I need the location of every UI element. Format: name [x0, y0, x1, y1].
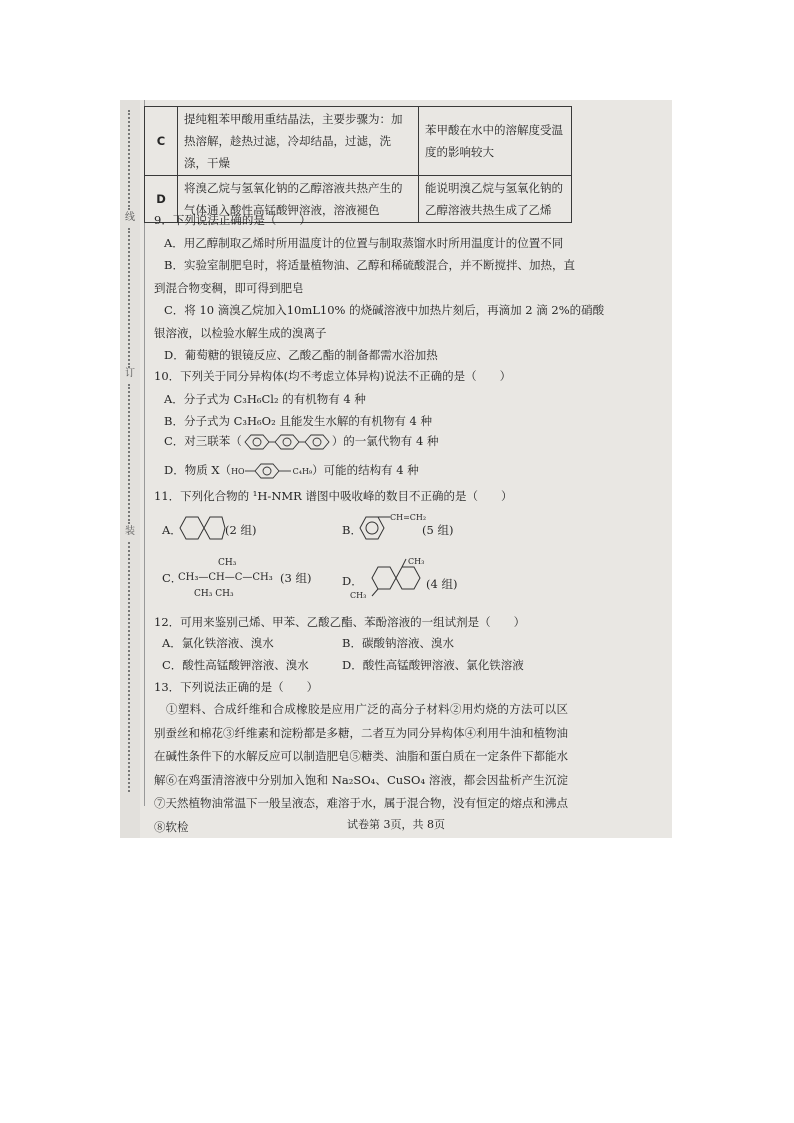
q9-option-b-cont: 到混合物变稠，即可得到肥皂	[154, 281, 304, 295]
q11-stem: 11．下列化合物的 ¹H-NMR 谱图中吸收峰的数目不正确的是（ ）	[154, 489, 513, 503]
q11-c-top-methyl: CH₃	[218, 558, 237, 568]
q10-option-c	[164, 433, 438, 451]
q10-option-d	[164, 462, 419, 480]
q10-option-a: A．分子式为 C₃H₆Cl₂ 的有机物有 4 种	[164, 392, 366, 406]
page-footer: 试卷第 3页，共 8页	[347, 818, 445, 831]
q12-option-a: A．氯化铁溶液、溴水	[162, 636, 274, 650]
q10-c-suffix: ）的一氯代物有 4 种	[331, 434, 439, 448]
binding-margin	[120, 100, 140, 838]
options-table	[144, 106, 572, 223]
q11-d-groups: (4 组)	[426, 577, 458, 591]
q9-stem: 9．下列说法正确的是（ ）	[154, 213, 311, 227]
exam-photo	[120, 100, 672, 838]
dotted-line	[128, 542, 133, 792]
margin-char: 订	[125, 368, 135, 379]
margin-char: 装	[125, 526, 135, 537]
q9-option-d: D．葡萄糖的银镜反应、乙酸乙酯的制备都需水浴加热	[164, 348, 438, 362]
q11-c-groups: (3 组)	[280, 571, 312, 585]
q11-c-label: C．	[162, 571, 183, 585]
q9-option-c-cont: 银溶液，以检验水解生成的溴离子	[154, 326, 327, 340]
q11-a-label: A．	[162, 523, 182, 537]
row-operation: 提纯粗苯甲酸用重结晶法，主要步骤为：加热溶解，趁热过滤，冷却结晶，过滤，洗涤，干燥	[178, 107, 419, 176]
q11-c-formula: CH₃—CH—C—CH₃	[178, 572, 273, 583]
margin-char: 线	[125, 212, 135, 223]
butyl-group: C₄H₉	[292, 467, 313, 476]
q12-option-d: D．酸性高锰酸钾溶液、氯化铁溶液	[342, 658, 524, 672]
q11-b-vinyl: CH=CH₂	[390, 513, 427, 522]
q9-option-a: A．用乙醇制取乙烯时所用温度计的位置与制取蒸馏水时所用温度计的位置不同	[164, 236, 564, 250]
q11-a-groups: (2 组)	[225, 523, 257, 537]
dotted-line	[128, 384, 133, 524]
dotted-line	[128, 110, 133, 210]
decalin-structure	[178, 513, 226, 543]
hydroxyl-group: HO	[231, 467, 245, 476]
q10-c-prefix: C．对三联苯（	[164, 434, 242, 448]
q11-c-bottom-methyls: CH₃ CH₃	[194, 589, 234, 599]
row-conclusion: 苯甲酸在水中的溶解度受温度的影响较大	[419, 107, 572, 176]
q10-d-suffix: ）可能的结构有 4 种	[312, 463, 419, 477]
row-label: D	[145, 176, 178, 223]
table-row	[145, 107, 572, 176]
q10-stem: 10．下列关于同分异构体(均不考虑立体异构)说法不正确的是（ ）	[154, 369, 512, 383]
styrene-ring-structure	[356, 513, 392, 543]
q11-b-label: B．	[342, 523, 362, 537]
q11-d-label: D．	[342, 574, 363, 588]
q10-option-b: B．分子式为 C₃H₆O₂ 且能发生水解的有机物有 4 种	[164, 414, 432, 428]
q9-option-c: C．将 10 滴溴乙烷加入10mL10% 的烧碱溶液中加热片刻后，再滴加 2 滴 2%的硝酸	[164, 303, 605, 317]
q9-option-b: B．实验室制肥皂时，将适量植物油、乙醇和稀硫酸混合，并不断搅拌、加热，直	[164, 258, 575, 272]
q11-b-groups: (5 组)	[422, 523, 454, 537]
row-conclusion: 能说明溴乙烷与氢氧化钠的乙醇溶液共热生成了乙烯	[419, 176, 572, 223]
row-operation: 将溴乙烷与氢氧化钠的乙醇溶液共热产生的气体通入酸性高锰酸钾溶液，溶液褪色	[178, 176, 419, 223]
q10-d-prefix: D．物质 X（	[164, 463, 232, 477]
q12-option-b: B．碳酸钠溶液、溴水	[342, 636, 454, 650]
terphenyl-structure	[242, 433, 332, 451]
dotted-line	[128, 228, 133, 368]
q13-stem: 13．下列说法正确的是（ ）	[154, 680, 319, 694]
q11-d-methyl-1: CH₃	[408, 557, 425, 566]
q12-option-c: C．酸性高锰酸钾溶液、溴水	[162, 658, 309, 672]
row-label: C	[145, 107, 178, 176]
q12-stem: 12．可用来鉴别己烯、甲苯、乙酸乙酯、苯酚溶液的一组试剂是（ ）	[154, 615, 526, 629]
phenol-ring-structure	[245, 462, 293, 480]
q13-statements: ①塑料、合成纤维和合成橡胶是应用广泛的高分子材料②用灼烧的方法可以区别蚕丝和棉花③纤维素和淀粉都是多糖，二者互为同分异构体④利用牛油和植物油在碱性条件下的水解反应可以制造肥皂⑤糖类、油脂和蛋白质在一定条件下都能水解⑥在鸡蛋清溶液中分别加入饱和 Na₂SO₄、CuSO₄ 溶液，都会因盐析产生沉淀⑦天然植物油常温下一般呈液态，难溶于水，属于混合物，没有恒定的熔点和沸点⑧软检	[154, 702, 568, 834]
q11-d-methyl-2: CH₃	[350, 591, 367, 600]
